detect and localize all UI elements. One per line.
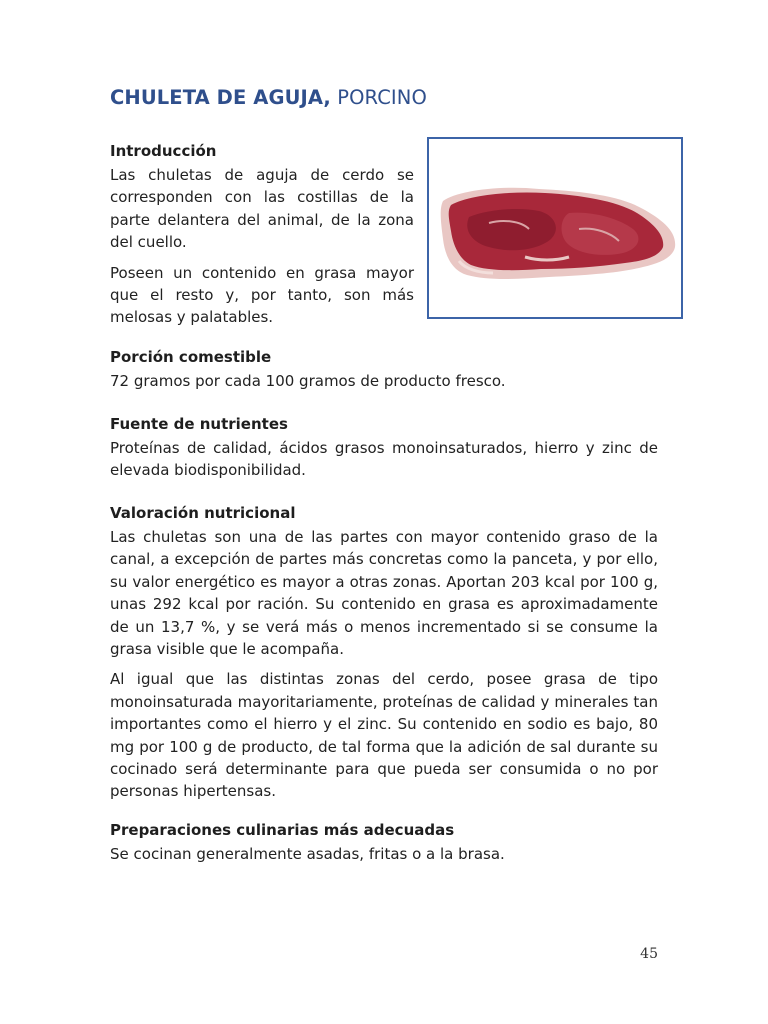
section-heading: Preparaciones culinarias más adecuadas <box>110 821 455 839</box>
section-heading: Introducción <box>110 142 217 160</box>
page-number: 45 <box>640 946 658 962</box>
page-title <box>110 86 427 109</box>
paragraph: Se cocinan generalmente asadas, fritas o a la brasa. <box>110 845 505 863</box>
section-culinary-preparations <box>110 819 658 873</box>
title-sub: PORCINO <box>330 86 427 109</box>
pork-chop-photo <box>427 137 683 319</box>
pork-chop-image <box>429 139 681 317</box>
paragraph: Las chuletas de aguja de cerdo se corresponden con las costillas de la parte delantera del animal, de la zona del cuello. <box>110 166 414 252</box>
paragraph: Poseen un contenido en grasa mayor que el resto y, por tanto, son más melosas y palatables. <box>110 263 414 327</box>
paragraph: Proteínas de calidad, ácidos grasos monoinsaturados, hierro y zinc de elevada biodisponibilidad. <box>110 439 658 480</box>
section-edible-portion <box>110 346 658 400</box>
paragraph: 72 gramos por cada 100 gramos de producto fresco. <box>110 372 506 390</box>
paragraph: Al igual que las distintas zonas del cerdo, posee grasa de tipo monoinsaturada mayoritariamente, proteínas de calidad y minerales tan importantes como el hierro y el zinc. Su contenido en sodio es bajo, 80 mg por 100 g de producto, de tal forma que la adición de sal durante su cocinado será determinante para que pueda ser consumida o no por personas hipertensas. <box>110 670 658 801</box>
title-main: CHULETA DE AGUJA, <box>110 86 331 109</box>
section-nutrient-source <box>110 413 658 490</box>
section-heading: Fuente de nutrientes <box>110 415 288 433</box>
paragraph: Las chuletas son una de las partes con mayor contenido graso de la canal, a excepción de partes más concretas como la panceta, y por ello, su valor energético es mayor a otras zonas. Aportan 203 kcal por 100 g, unas 292 kcal por ración. Su contenido en grasa es aproximadamente de un 13,7 %, y se verá más o menos incrementado si se consume la grasa visible que le acompaña. <box>110 528 658 659</box>
section-heading: Valoración nutricional <box>110 504 296 522</box>
section-heading: Porción comestible <box>110 348 272 366</box>
section-nutritional-valuation <box>110 502 658 811</box>
